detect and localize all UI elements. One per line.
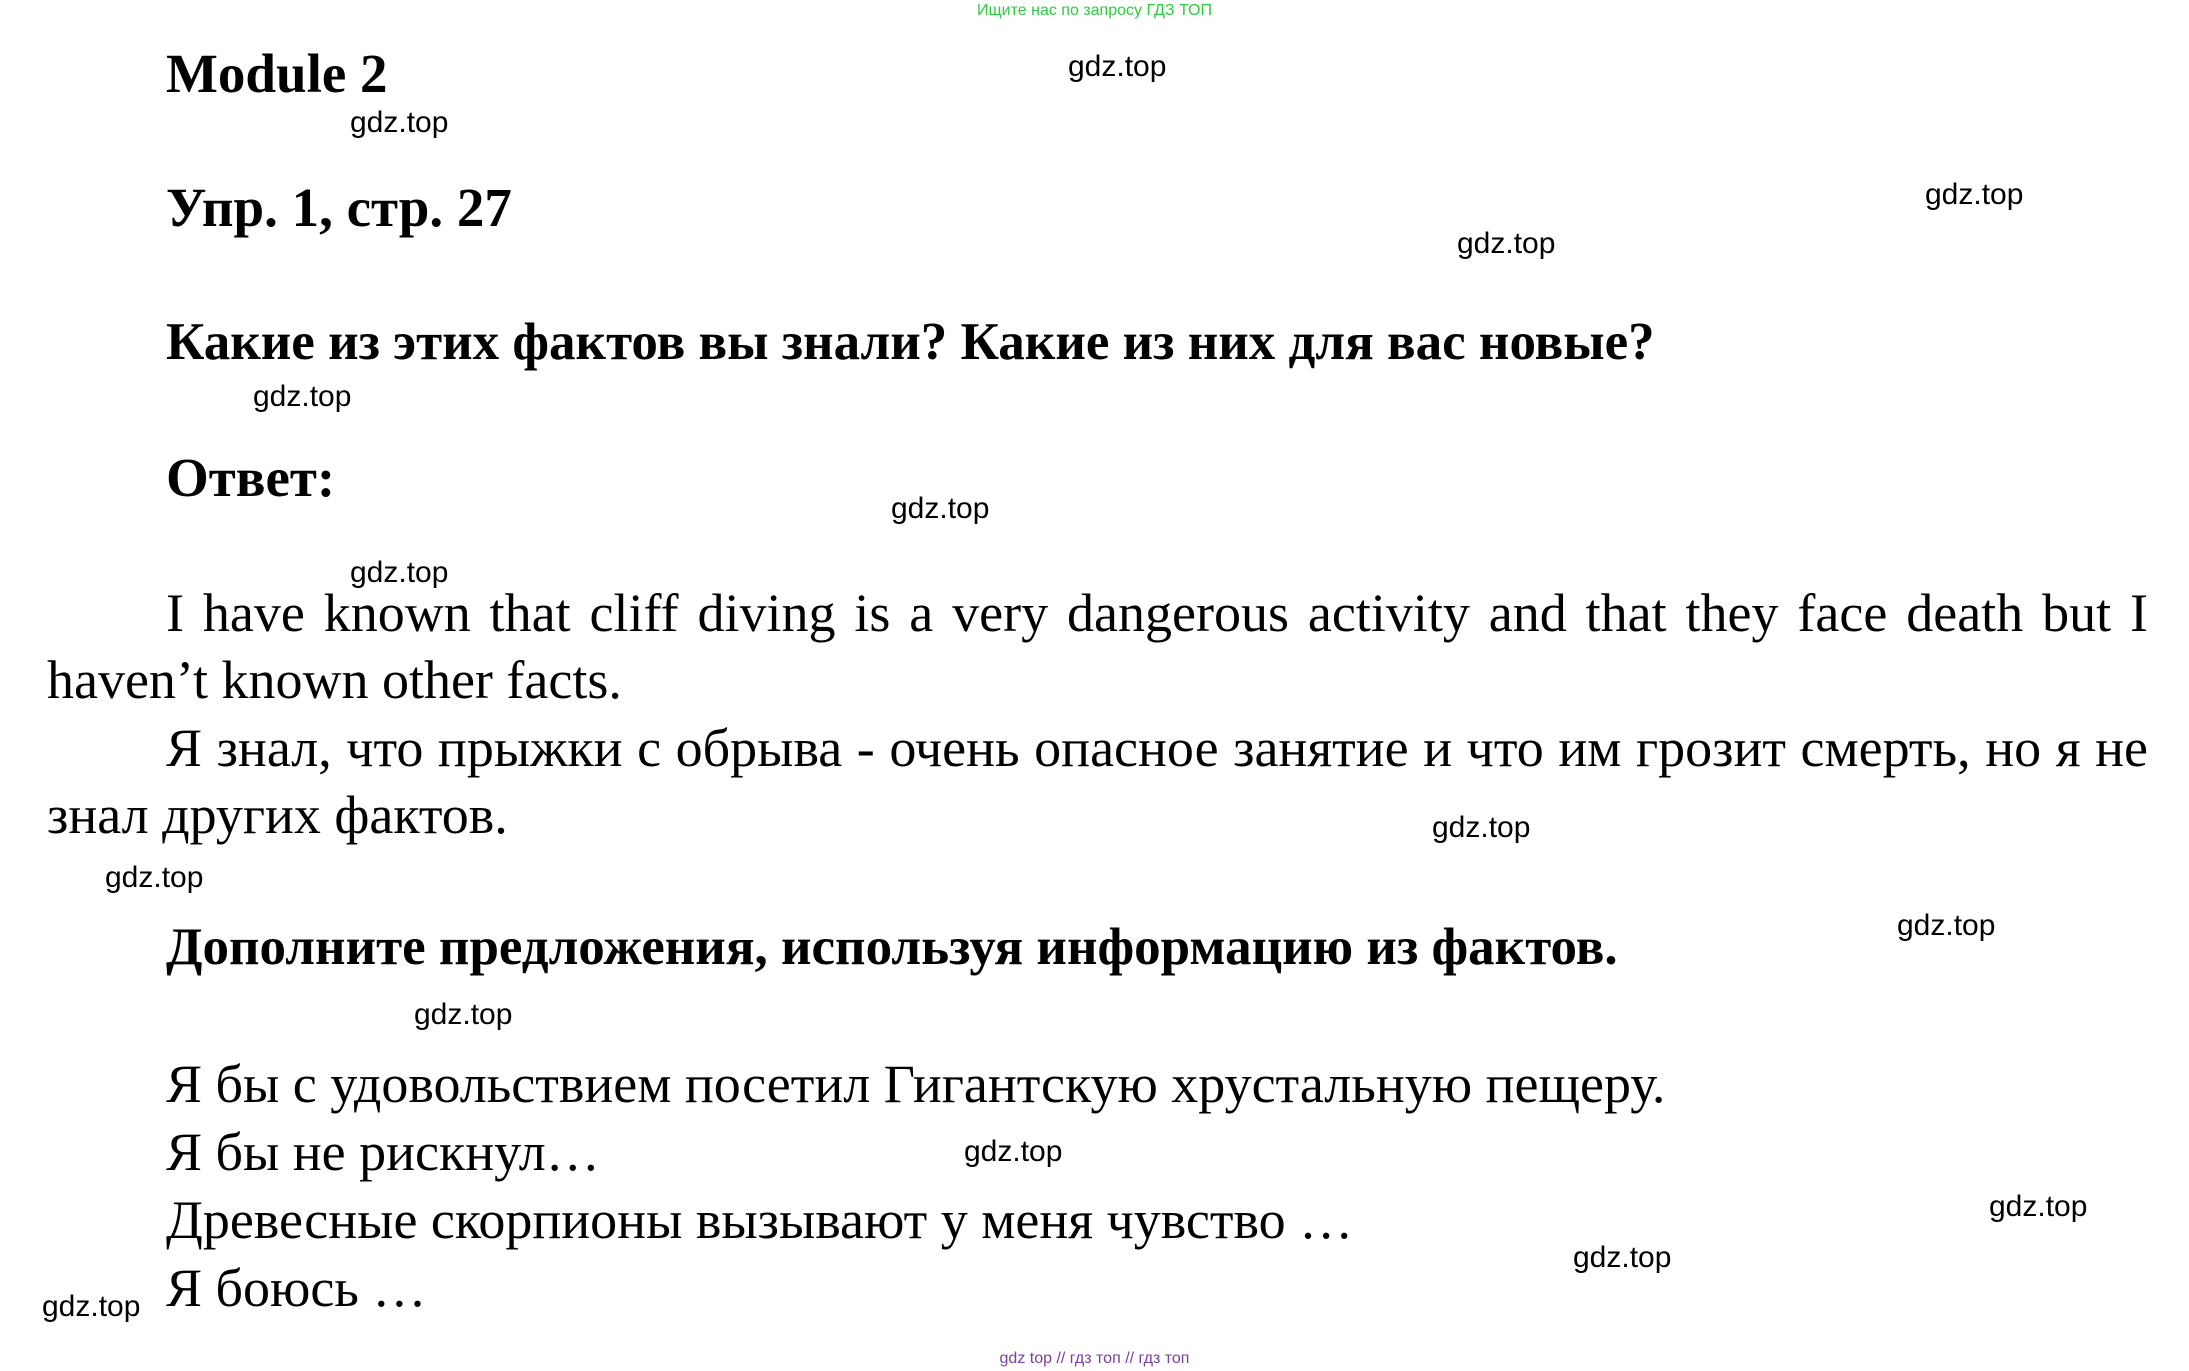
- watermark: gdz.top: [1432, 811, 1531, 844]
- question-2: Дополните предложения, используя информацию из фактов.: [166, 918, 1618, 976]
- watermark: gdz.top: [253, 380, 352, 413]
- sentence-2: Я бы не рискнул…: [166, 1122, 600, 1182]
- watermark: gdz.top: [1925, 178, 2024, 211]
- watermark: gdz.top: [1897, 909, 1996, 942]
- sentence-4: Я боюсь …: [166, 1258, 427, 1318]
- exercise-heading: Упр. 1, стр. 27: [166, 177, 512, 238]
- watermark: gdz.top: [1989, 1190, 2088, 1223]
- sentence-3: Древесные скорпионы вызывают у меня чувство …: [166, 1190, 1354, 1250]
- question-1: Какие из этих фактов вы знали? Какие из них для вас новые?: [166, 313, 1655, 371]
- watermark: gdz.top: [891, 492, 990, 525]
- sentence-list: [166, 1050, 1665, 1322]
- watermark: gdz.top: [350, 556, 449, 589]
- sentence-1: Я бы с удовольствием посетил Гигантскую хрустальную пещеру.: [166, 1054, 1666, 1114]
- watermark: gdz.top: [350, 106, 449, 139]
- watermark: gdz.top: [42, 1290, 141, 1323]
- module-title: Module 2: [166, 43, 388, 104]
- watermark: gdz.top: [1457, 227, 1556, 260]
- answer-russian: Я знал, что прыжки с обрыва - очень опасное занятие и что им грозит смерть, но я не знал других фактов.: [47, 718, 2148, 845]
- top-banner: Ищите нас по запросу ГДЗ ТОП: [977, 2, 1212, 19]
- watermark: gdz.top: [414, 998, 513, 1031]
- watermark: gdz.top: [1573, 1241, 1672, 1274]
- answer-english: I have known that cliff diving is a very dangerous activity and that they face death but I haven’t known other facts.: [47, 583, 2148, 710]
- watermark: gdz.top: [964, 1135, 1063, 1168]
- watermark: gdz.top: [105, 861, 204, 894]
- bottom-banner: gdz top // гдз топ // гдз топ: [999, 1350, 1190, 1367]
- watermark: gdz.top: [1068, 50, 1167, 83]
- answer-label: Ответ:: [166, 447, 336, 508]
